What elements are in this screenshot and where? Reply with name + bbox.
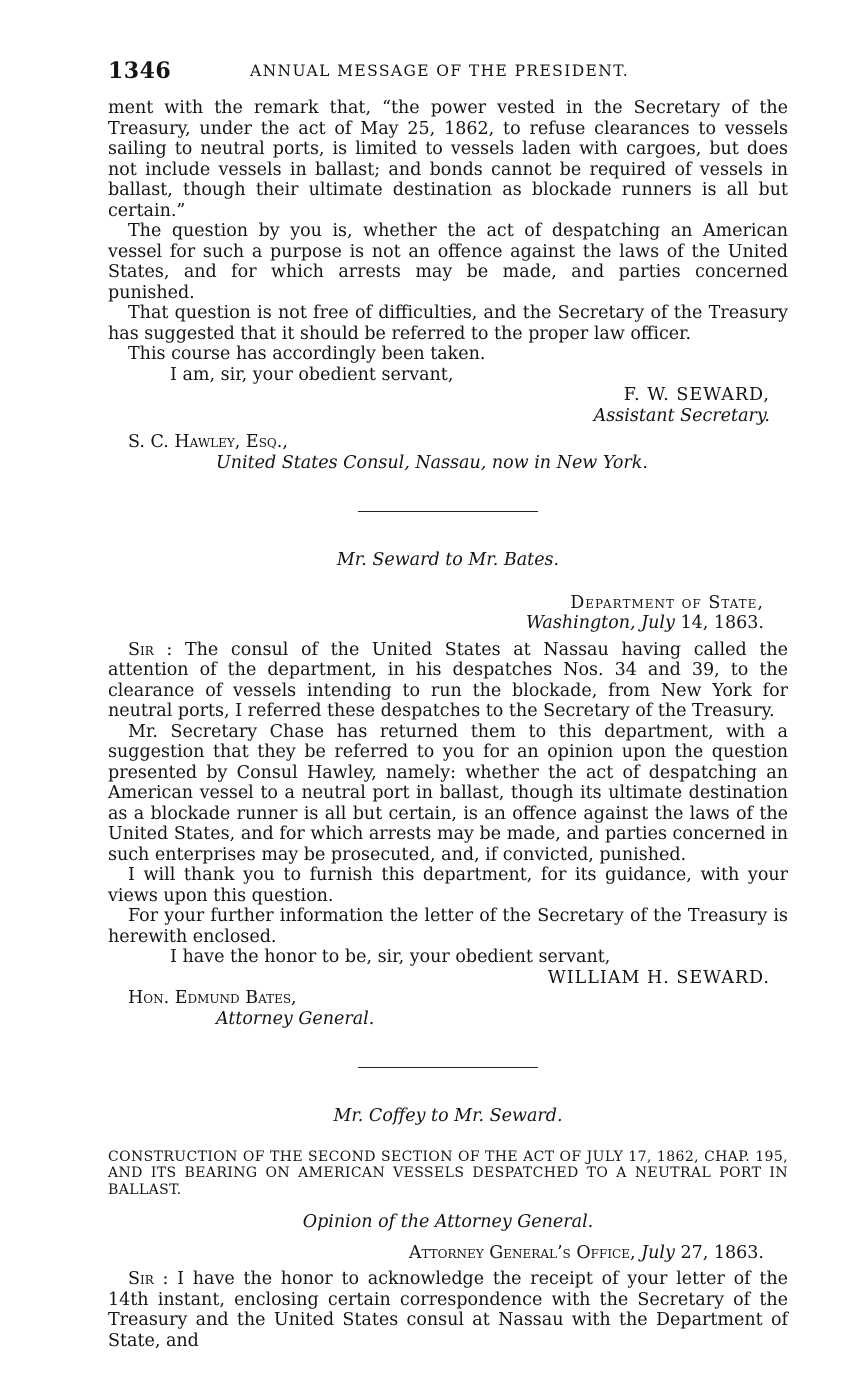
paragraph: That question is not free of difficulties, and the Secretary of the Treasury has suggested that it should be referred to the proper law officer.	[108, 303, 788, 344]
letter-seward-to-hawley	[108, 98, 788, 473]
paragraph: The question by you is, whether the act of despatching an American vessel for such a purpose is not an offence against the laws of the United States, and for which arrests may be made, and parties concerned punished.	[108, 221, 788, 303]
section-divider	[358, 1067, 538, 1068]
dateline	[108, 1243, 788, 1264]
signature-name: WILLIAM H. SEWARD.	[547, 967, 770, 988]
page-header	[108, 58, 788, 88]
paragraph: This course has accordingly been taken.	[128, 344, 486, 364]
dateline-place: Washington, July	[525, 613, 675, 633]
addressee-name: Hon. Edmund Bates,	[128, 988, 297, 1008]
page-body	[108, 98, 788, 1351]
signature-name: F. W. SEWARD,	[623, 385, 770, 405]
paragraph	[108, 1269, 788, 1351]
opinion-subheading: Opinion of the Attorney General.	[302, 1212, 594, 1232]
opinion-caption: CONSTRUCTION OF THE SECOND SECTION OF THE ACT OF JULY 17, 1862, CHAP. 195, AND ITS BEARING ON AMERICAN VESSELS DESPATCHED TO A NEUTRAL PORT IN BALLAST.	[108, 1148, 788, 1198]
running-head: ANNUAL MESSAGE OF THE PRESIDENT.	[250, 62, 630, 80]
letter-heading: Mr. Seward to Mr. Bates.	[336, 550, 560, 570]
addressee-name: S. C. Hawley, Esq.,	[128, 432, 288, 452]
dateline-date	[108, 613, 788, 634]
dateline-department: Department of State,	[570, 592, 764, 613]
paragraph-text: The consul of the United States at Nassau having called the attention of the department, in his despatches Nos. 34 and 39, to the clearance of vessels intending to run the blockade, from New York for neutral ports, I referred these despatches to the Secretary of the Treasury.	[108, 639, 788, 721]
section-divider	[358, 511, 538, 512]
dateline-day: 27, 1863.	[680, 1242, 764, 1263]
dateline-month: July	[641, 1242, 675, 1263]
closing: I have the honor to be, sir, your obedient servant,	[170, 947, 611, 967]
letter-seward-to-bates	[108, 550, 788, 1029]
paragraph: ment with the remark that, “the power vested in the Secretary of the Treasury, under the act of May 25, 1862, to refuse clearances to vessels sailing to neutral ports, is limited to vessels laden with cargoes, but does not include vessels in ballast; and bonds cannot be required of vessels in ballast, though their ultimate destination as blockade runners is all but certain.”	[108, 98, 788, 221]
paragraph: Mr. Secretary Chase has returned them to this department, with a suggestion that they be referred to you for an opinion upon the question presented by Consul Hawley, namely: whether the act of despatching an American vessel to a neutral port in ballast, though its ultimate destination as a blockade runner is all but certain, is an offence against the laws of the United States, and for which arrests may be made, and parties concerned in such enterprises may be prosecuted, and, if convicted, punished.	[108, 721, 788, 865]
paragraph: For your further information the letter of the Secretary of the Treasury is herewith enclosed.	[108, 906, 788, 947]
salutation: Sir :	[128, 1269, 169, 1289]
paragraph: I will thank you to furnish this department, for its guidance, with your views upon this question.	[108, 865, 788, 906]
letter-heading: Mr. Coffey to Mr. Seward.	[333, 1106, 563, 1126]
addressee-title: Attorney General.	[216, 1008, 375, 1029]
closing: I am, sir, your obedient servant,	[170, 364, 454, 385]
letter-coffey-to-seward	[108, 1106, 788, 1351]
dateline-day: 14, 1863.	[680, 613, 764, 633]
signature-title: Assistant Secretary.	[593, 405, 770, 426]
dateline-office: Attorney General’s Office,	[408, 1242, 636, 1263]
page-number: 1346	[108, 58, 172, 84]
paragraph-text: I have the honor to acknowledge the receipt of your letter of the 14th instant, enclosing certain correspondence with the Secretary of the Treasury and the United States consul at Nassau with the Department of State, and	[108, 1269, 788, 1351]
paragraph	[108, 640, 788, 722]
salutation: Sir :	[128, 639, 173, 660]
addressee-title: United States Consul, Nassau, now in New York.	[216, 452, 648, 473]
